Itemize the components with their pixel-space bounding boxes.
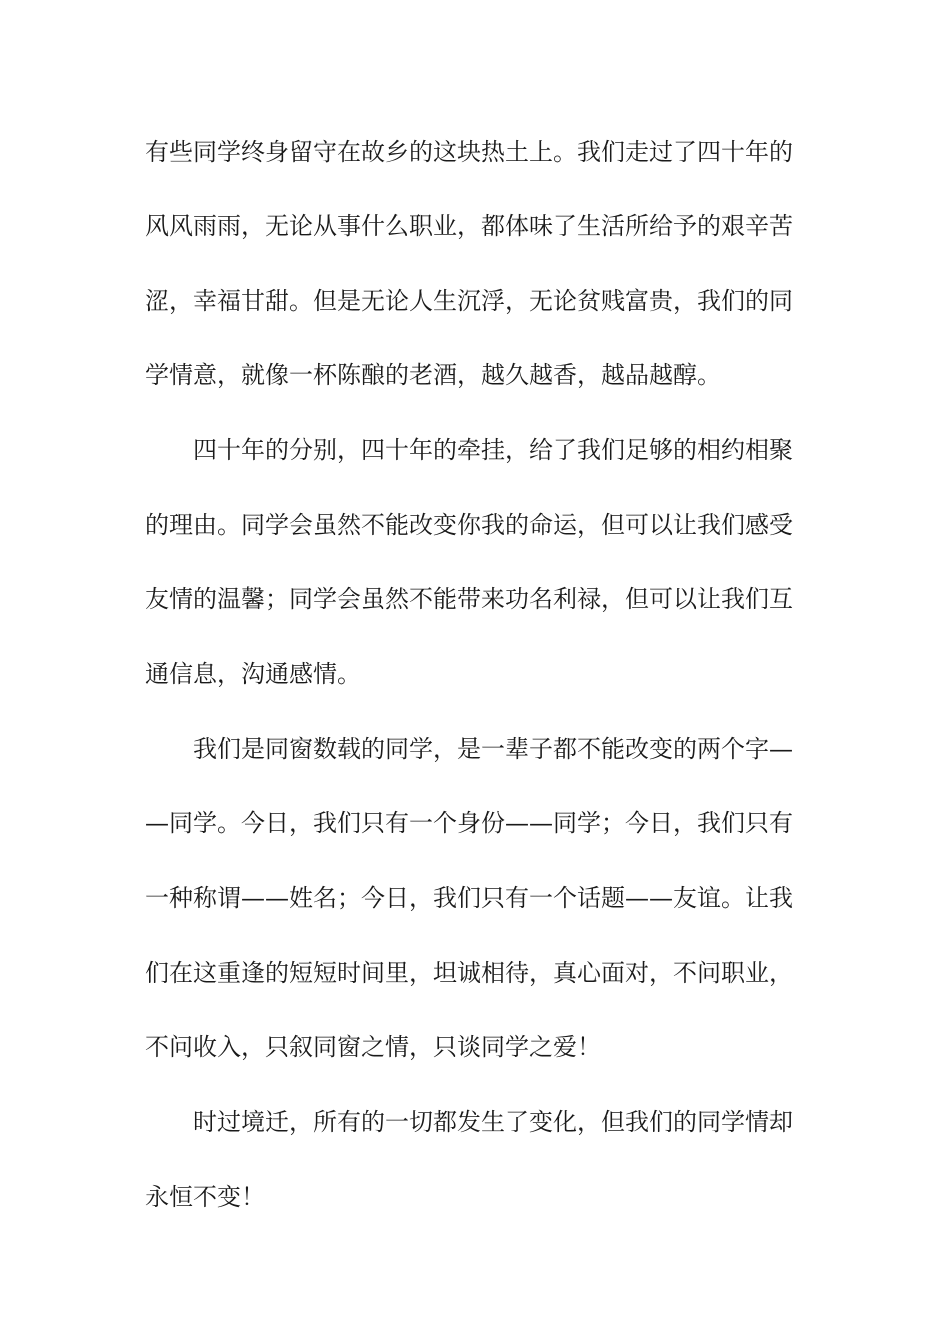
text-line: 风风雨雨，无论从事什么职业，都体味了生活所给予的艰辛苦 (145, 212, 793, 240)
text-line: 一种称谓——姓名；今日，我们只有一个话题——友谊。让我 (145, 884, 793, 912)
text-line: 四十年的分别，四十年的牵挂，给了我们足够的相约相聚 (145, 436, 793, 464)
text-line: 涩，幸福甘甜。但是无论人生沉浮，无论贫贱富贵，我们的同 (145, 287, 793, 315)
text-line: 的理由。同学会虽然不能改变你我的命运，但可以让我们感受 (145, 511, 793, 539)
text-line: 时过境迁，所有的一切都发生了变化，但我们的同学情却 (145, 1108, 793, 1136)
text-line: 我们是同窗数载的同学，是一辈子都不能改变的两个字— (145, 735, 793, 763)
text-line: 不问收入，只叙同窗之情，只谈同学之爱！ (145, 1033, 601, 1061)
text-line: 友情的温馨；同学会虽然不能带来功名利禄，但可以让我们互 (145, 585, 793, 613)
text-line: 们在这重逢的短短时间里，坦诚相待，真心面对，不问职业， (145, 959, 793, 987)
text-line: —同学。今日，我们只有一个身份——同学；今日，我们只有 (145, 809, 793, 837)
text-line: 永恒不变！ (145, 1183, 265, 1211)
text-line: 有些同学终身留守在故乡的这块热土上。我们走过了四十年的 (145, 138, 793, 166)
text-line: 学情意，就像一杯陈酿的老酒，越久越香，越品越醇。 (145, 361, 721, 389)
text-line: 通信息，沟通感情。 (145, 660, 361, 688)
